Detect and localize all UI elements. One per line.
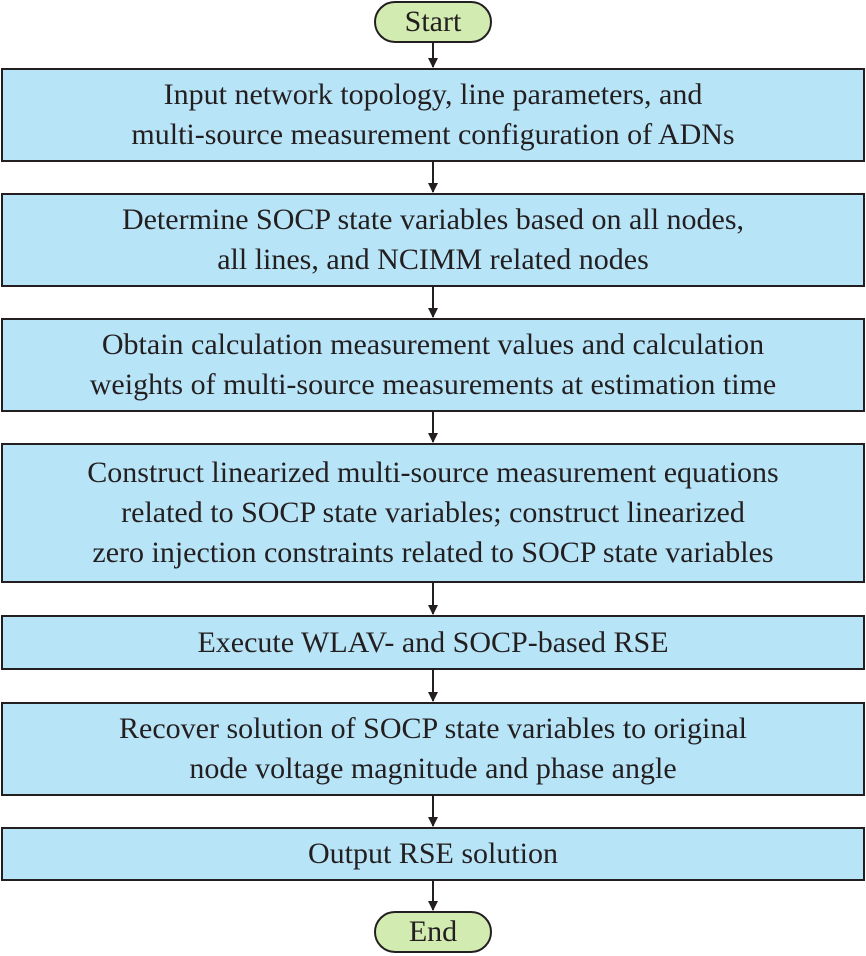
- start-terminal: [374, 1, 492, 43]
- step-input-network-text: Input network topology, line parameters, and multi-source measurement configuration of ADNs: [131, 78, 735, 151]
- step-execute-rse-text: Execute WLAV- and SOCP-based RSE: [197, 625, 669, 659]
- step-output-solution: [1, 827, 865, 881]
- end-terminal: [374, 911, 492, 953]
- step-execute-rse: [1, 615, 865, 670]
- step-determine-state-variables-text: Determine SOCP state variables based on all nodes, all lines, and NCIMM related nodes: [121, 203, 745, 276]
- step-output-solution-text: Output RSE solution: [307, 837, 559, 870]
- step-obtain-measurements-text: Obtain calculation measurement values and calculation weights of multi-source measurements at estimation time: [89, 328, 777, 401]
- step-construct-equations: [1, 443, 865, 583]
- step-determine-state-variables: [1, 193, 865, 287]
- step-obtain-measurements: [1, 318, 865, 412]
- step-recover-solution-text: Recover solution of SOCP state variables to original node voltage magnitude and phase angle: [119, 712, 747, 785]
- start-label: Start: [404, 5, 462, 38]
- step-recover-solution: [1, 702, 865, 796]
- step-construct-equations-text: Construct linearized multi-source measurement equations related to SOCP state variables; construct linearized zero injection constraints related to SOCP state variables: [87, 456, 779, 569]
- end-label: End: [408, 915, 458, 948]
- step-input-network: [1, 68, 865, 162]
